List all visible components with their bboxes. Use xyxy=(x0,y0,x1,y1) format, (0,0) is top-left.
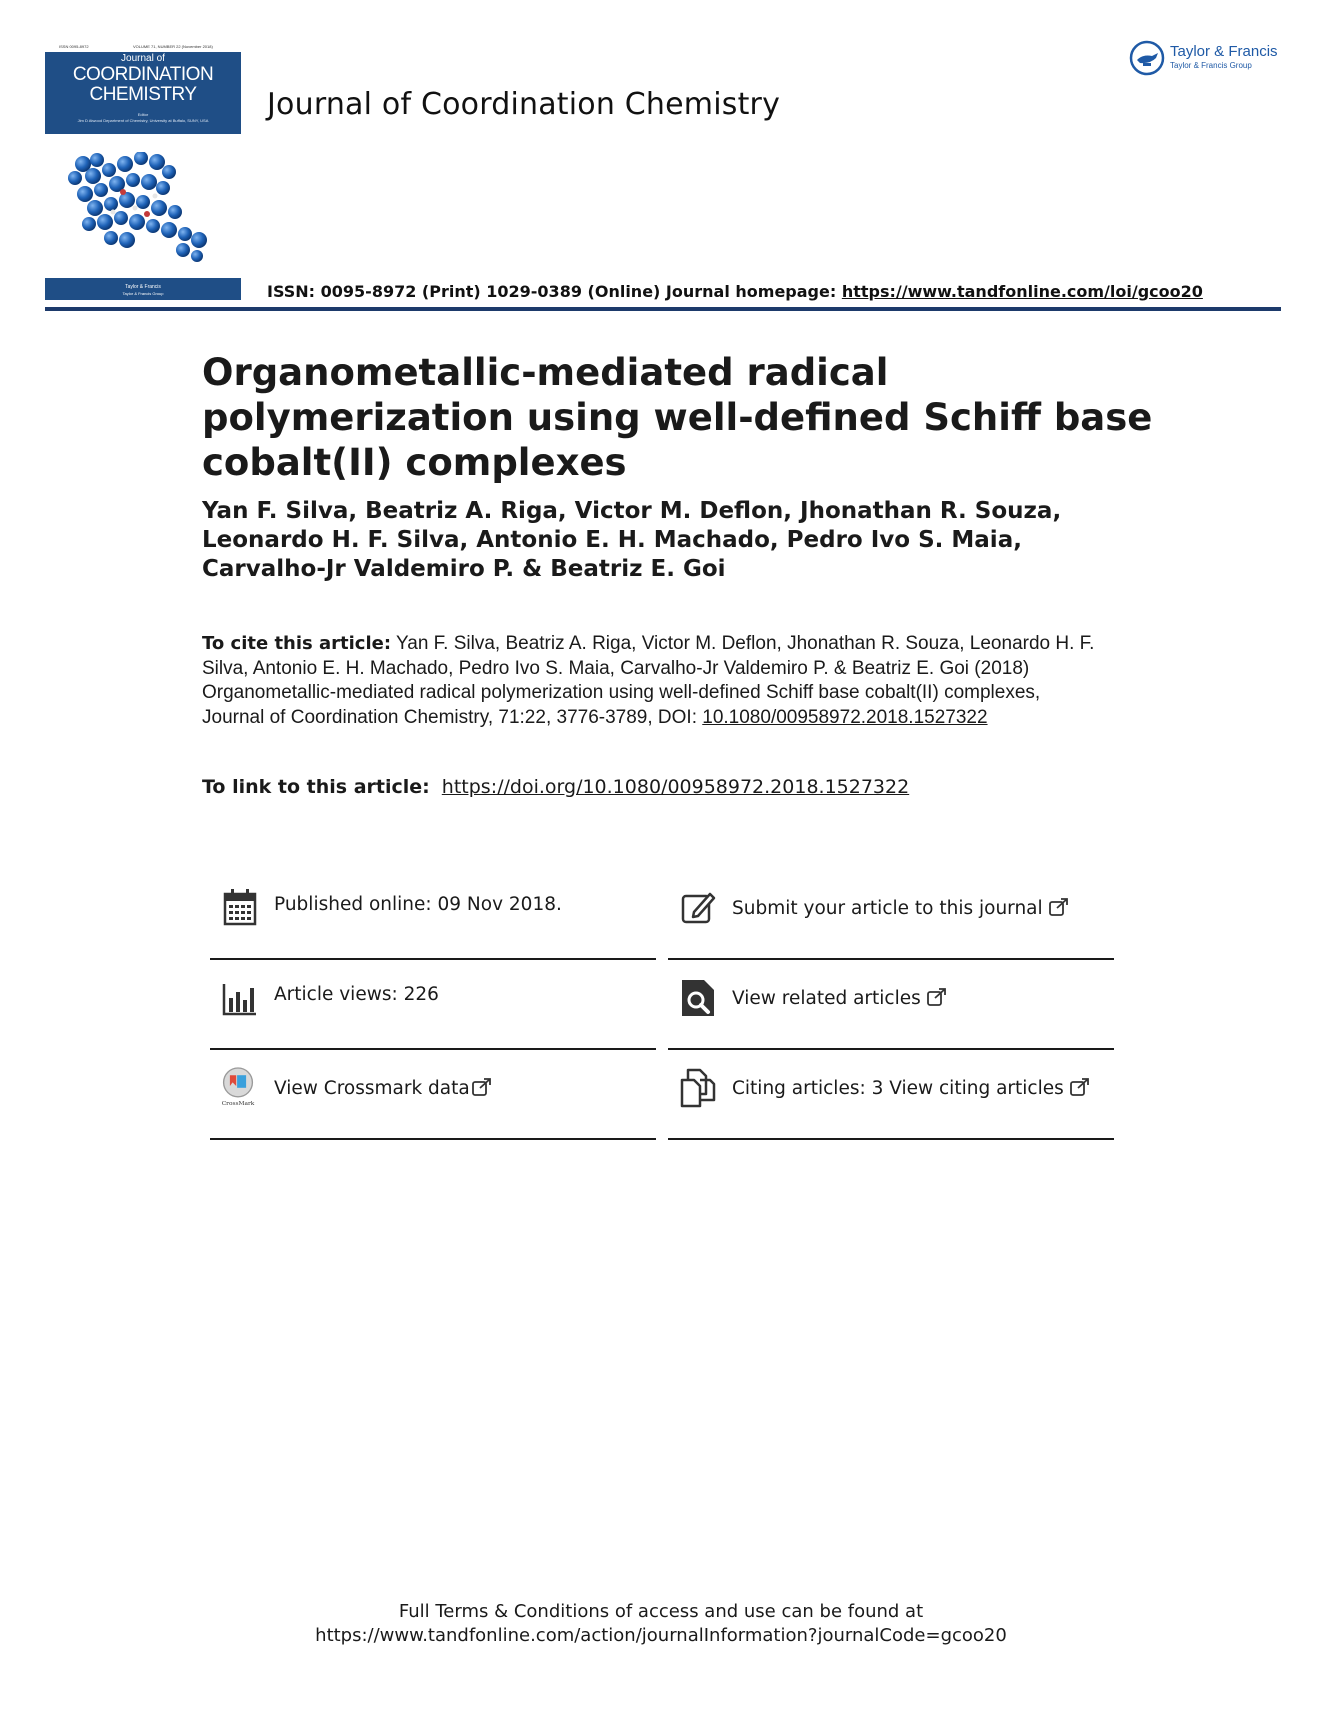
terms-footer xyxy=(0,1600,1322,1648)
article-title: Organometallic-mediated radical polymerization using well-defined Schiff base cobalt(II) complexes xyxy=(202,351,1153,484)
citing-articles-label: Citing articles: 3 View citing articles xyxy=(732,1078,1064,1099)
terms-line-1: Full Terms & Conditions of access and use can be found at xyxy=(398,1601,924,1622)
crossmark-logo-text: CrossMark xyxy=(221,1100,255,1106)
cover-issn: ISSN 0095-8972 xyxy=(59,44,89,49)
crossmark-cell[interactable] xyxy=(210,1050,656,1140)
bar-chart-icon xyxy=(222,978,258,1018)
journal-cover-thumbnail xyxy=(45,42,241,300)
calendar-icon xyxy=(222,888,258,928)
cover-title-line2: CHEMISTRY xyxy=(89,84,197,105)
citation-label: To cite this article: xyxy=(202,633,392,654)
header-divider xyxy=(45,307,1281,311)
view-related-link[interactable] xyxy=(732,988,947,1009)
cover-volume: VOLUME 71, NUMBER 22 (November 2018) xyxy=(133,44,213,49)
terms-url[interactable]: https://www.tandfonline.com/action/journalInformation?journalCode=gcoo20 xyxy=(315,1625,1007,1646)
cover-title-line1: COORDINATION xyxy=(72,64,214,85)
article-authors: Yan F. Silva, Beatriz A. Riga, Victor M. Deflon, Jhonathan R. Souza, Leonardo H. F. Silva, Antonio E. H. Machado, Pedro Ivo S. Maia, Carvalho-Jr Valdemiro P. & Beatriz E. Goi xyxy=(202,498,1062,582)
taylor-francis-lamp-icon xyxy=(1128,40,1166,76)
crossmark-label: View Crossmark data xyxy=(274,1078,470,1099)
cover-footer-brand-name: Taylor & Francis xyxy=(125,284,161,290)
external-link-icon xyxy=(927,988,947,1006)
related-search-icon xyxy=(680,978,716,1018)
article-views: Article views: 226 xyxy=(274,984,439,1005)
issn-line xyxy=(267,282,1203,301)
cell-rule xyxy=(668,1138,1114,1140)
journal-homepage-link[interactable]: https://www.tandfonline.com/loi/gcoo20 xyxy=(841,282,1203,301)
cover-footer-brand-sub: Taylor & Francis Group xyxy=(122,291,164,296)
cover-journal-of: Journal of xyxy=(121,53,165,64)
citation-block xyxy=(202,632,1102,730)
issn-text: ISSN: 0095-8972 (Print) 1029-0389 (Online) Journal homepage: xyxy=(267,282,842,301)
published-date: Published online: 09 Nov 2018. xyxy=(274,894,562,915)
article-link-row xyxy=(202,776,909,798)
crossmark-icon xyxy=(220,1066,256,1106)
views-cell xyxy=(210,960,656,1050)
documents-icon xyxy=(680,1068,716,1108)
article-doi-url[interactable]: https://doi.org/10.1080/00958972.2018.1527322 xyxy=(441,776,910,798)
cover-issn-row xyxy=(45,42,241,52)
submit-cell[interactable] xyxy=(668,870,1114,960)
cover-footer-brand xyxy=(45,284,241,296)
submit-article-link[interactable] xyxy=(732,898,1069,919)
related-cell[interactable] xyxy=(668,960,1114,1050)
article-link-label: To link to this article: xyxy=(202,776,430,798)
cell-rule xyxy=(210,1138,656,1140)
external-link-icon xyxy=(1070,1078,1090,1096)
view-related-label: View related articles xyxy=(732,988,921,1009)
crossmark-link[interactable] xyxy=(274,1078,492,1099)
external-link-icon xyxy=(1049,898,1069,916)
edit-icon xyxy=(680,888,716,928)
submit-article-label: Submit your article to this journal xyxy=(732,898,1043,919)
cover-footer-band xyxy=(45,278,241,300)
molecule-illustration xyxy=(65,152,225,272)
publisher-sub: Taylor & Francis Group xyxy=(1170,61,1252,70)
publisher-logo xyxy=(1128,40,1288,76)
cover-editor-label: Editor xyxy=(137,112,149,117)
published-cell xyxy=(210,870,656,960)
citation-doi-link[interactable]: 10.1080/00958972.2018.1527322 xyxy=(702,706,988,728)
citing-articles-link[interactable] xyxy=(732,1078,1090,1099)
publisher-name: Taylor & Francis xyxy=(1170,43,1278,60)
external-link-icon xyxy=(472,1078,492,1096)
citing-cell[interactable] xyxy=(668,1050,1114,1140)
citation-text: Yan F. Silva, Beatriz A. Riga, Victor M. Deflon, Jhonathan R. Souza, Leonardo H. F. Silva, Antonio E. H. Machado, Pedro Ivo S. Maia, Carvalho-Jr Valdemiro P. & Beatriz E. Goi (2018) Organometallic-mediated radical polymerization using well-defined Schiff base cobalt(II) complexes, Journal of Coordination Chemistry, 71:22, 3776-3789, DOI: xyxy=(202,633,1095,728)
cover-editor xyxy=(45,112,241,124)
cover-editor-name: Jim D Atwood Department of Chemistry, University at Buffalo, SUNY, USA xyxy=(77,118,209,123)
journal-title: Journal of Coordination Chemistry xyxy=(267,87,781,122)
